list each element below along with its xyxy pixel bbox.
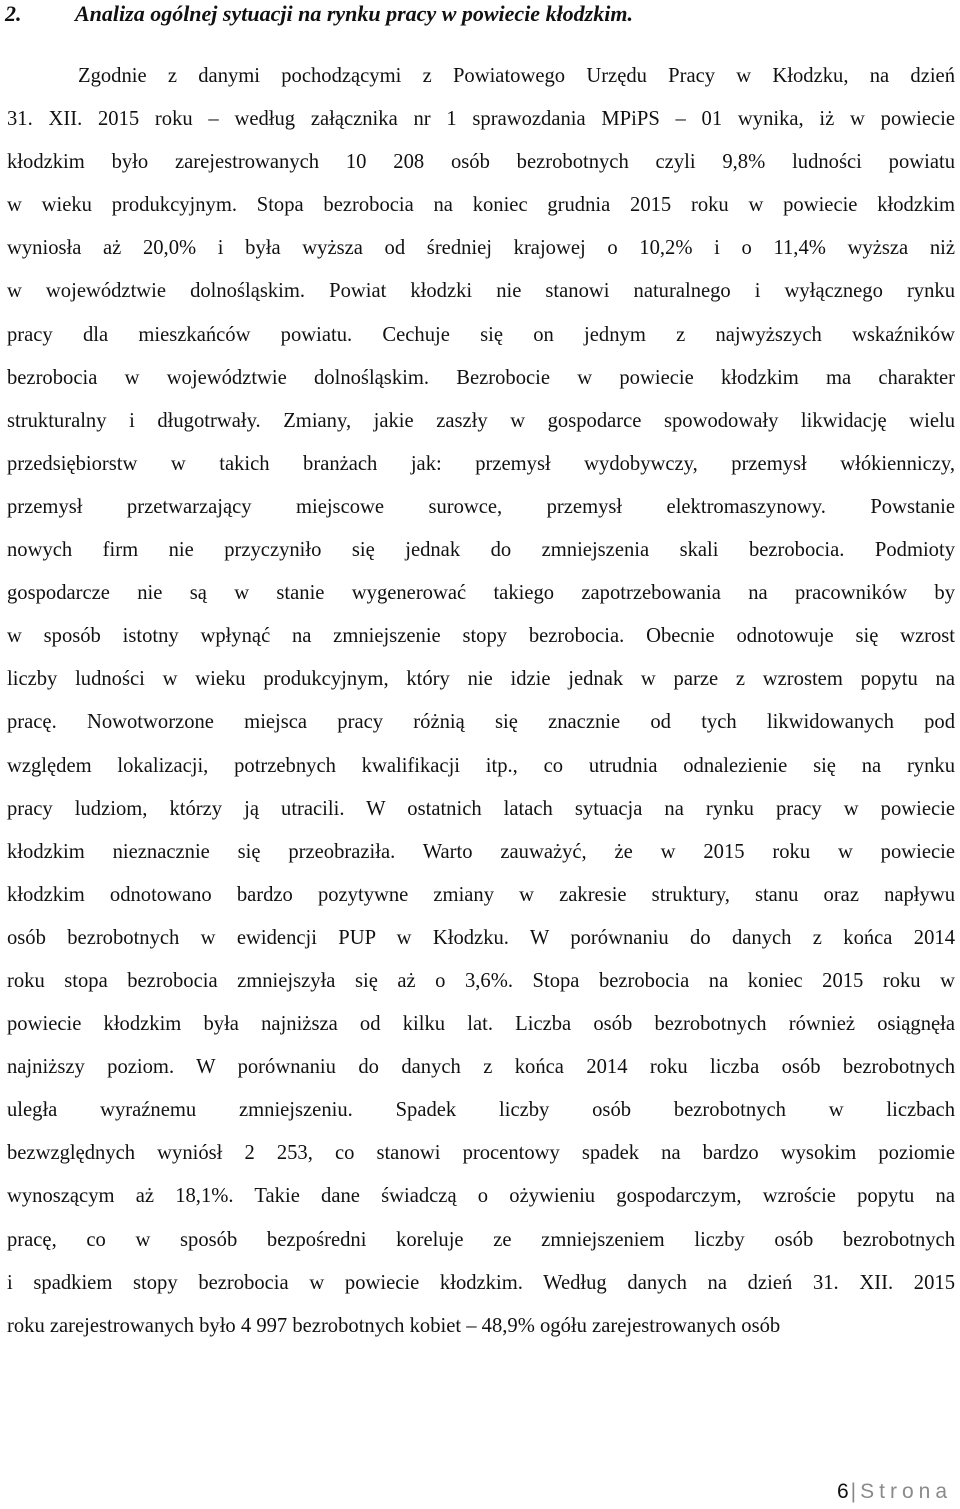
paragraph-line: liczby ludności w wieku produkcyjnym, który nie idzie jednak w parze z wzrostem popytu na xyxy=(7,668,955,691)
paragraph-line: gospodarcze nie są w stanie wygenerować takiego zapotrzebowania na pracowników by xyxy=(7,582,955,605)
paragraph-line: przemysł przetwarzający miejscowe surowce, przemysł elektromaszynowy. Powstanie xyxy=(7,495,955,518)
paragraph-line: powiecie kłodzkim była najniższa od kilku lat. Liczba osób bezrobotnych również osiągnęła xyxy=(7,1013,955,1036)
paragraph-line: względem lokalizacji, potrzebnych kwalifikacji itp., co utrudnia odnalezienie się na rynku xyxy=(7,754,955,777)
paragraph-line: i spadkiem stopy bezrobocia w powiecie kłodzkim. Według danych na dzień 31. XII. 2015 xyxy=(7,1271,955,1294)
paragraph-line: wyniosła aż 20,0% i była wyższa od średniej krajowej o 10,2% i o 11,4% wyższa niż xyxy=(7,237,955,260)
paragraph-line: osób bezrobotnych w ewidencji PUP w Kłodzku. W porównaniu do danych z końca 2014 xyxy=(7,926,955,949)
paragraph-line: najniższy poziom. W porównaniu do danych z końca 2014 roku liczba osób bezrobotnych xyxy=(7,1056,955,1079)
section-title: Analiza ogólnej sytuacji na rynku pracy w powiecie kłodzkim. xyxy=(75,1,633,26)
paragraph-line: uległa wyraźnemu zmniejszeniu. Spadek liczby osób bezrobotnych w liczbach xyxy=(7,1099,955,1122)
paragraph-line: 31. XII. 2015 roku – według załącznika nr 1 sprawozdania MPiPS – 01 wynika, iż w powiecie xyxy=(7,108,955,131)
paragraph-line: kłodzkim odnotowano bardzo pozytywne zmiany w zakresie struktury, stanu oraz napływu xyxy=(7,883,955,906)
paragraph-line: pracę. Nowotworzone miejsca pracy różnią się znacznie od tych likwidowanych pod xyxy=(7,711,955,734)
paragraph-line: strukturalny i długotrwały. Zmiany, jakie zaszły w gospodarce spowodowały likwidację wielu xyxy=(7,409,955,432)
paragraph-line: nowych firm nie przyczyniło się jednak do zmniejszenia skali bezrobocia. Podmioty xyxy=(7,539,955,562)
paragraph-line: pracę, co w sposób bezpośredni koreluje ze zmniejszeniem liczby osób bezrobotnych xyxy=(7,1228,955,1251)
page-word: Strona xyxy=(860,1480,952,1503)
section-heading xyxy=(5,0,955,28)
paragraph-line: w wieku produkcyjnym. Stopa bezrobocia na koniec grudnia 2015 roku w powiecie kłodzkim xyxy=(7,194,955,217)
paragraph-line: przedsiębiorstw w takich branżach jak: przemysł wydobywczy, przemysł włókienniczy, xyxy=(7,452,955,475)
paragraph-line: pracy dla mieszkańców powiatu. Cechuje się on jednym z najwyższych wskaźników xyxy=(7,323,955,346)
page-number: 6 xyxy=(836,1480,849,1503)
paragraph-line: roku zarejestrowanych było 4 997 bezrobotnych kobiet – 48,9% ogółu zarejestrowanych osób xyxy=(7,1314,781,1337)
section-number: 2. xyxy=(5,1,22,26)
footer-separator: | xyxy=(850,1480,857,1503)
paragraph-line: Zgodnie z danymi pochodzącymi z Powiatowego Urzędu Pracy w Kłodzku, na dzień xyxy=(78,65,955,87)
paragraph-line: w województwie dolnośląskim. Powiat kłodzki nie stanowi naturalnego i wyłącznego rynku xyxy=(7,280,955,303)
paragraph-line: roku stopa bezrobocia zmniejszyła się aż o 3,6%. Stopa bezrobocia na koniec 2015 roku w xyxy=(7,969,955,992)
paragraph-line: kłodzkim było zarejestrowanych 10 208 osób bezrobotnych czyli 9,8% ludności powiatu xyxy=(7,151,955,174)
body-paragraph xyxy=(7,55,955,1348)
paragraph-line: wynoszącym aż 18,1%. Takie dane świadczą o ożywieniu gospodarczym, wzroście popytu na xyxy=(7,1185,955,1208)
page-footer xyxy=(837,1478,952,1506)
paragraph-line: w sposób istotny wpłynąć na zmniejszenie stopy bezrobocia. Obecnie odnotowuje się wzrost xyxy=(7,625,955,648)
paragraph-line: pracy ludziom, którzy ją utracili. W ostatnich latach sytuacja na rynku pracy w powiecie xyxy=(7,797,955,820)
paragraph-line: bezwzględnych wyniósł 2 253, co stanowi procentowy spadek na bardzo wysokim poziomie xyxy=(7,1142,955,1165)
paragraph-line: bezrobocia w województwie dolnośląskim. Bezrobocie w powiecie kłodzkim ma charakter xyxy=(7,366,955,389)
paragraph-line: kłodzkim nieznacznie się przeobraziła. Warto zauważyć, że w 2015 roku w powiecie xyxy=(7,840,955,863)
